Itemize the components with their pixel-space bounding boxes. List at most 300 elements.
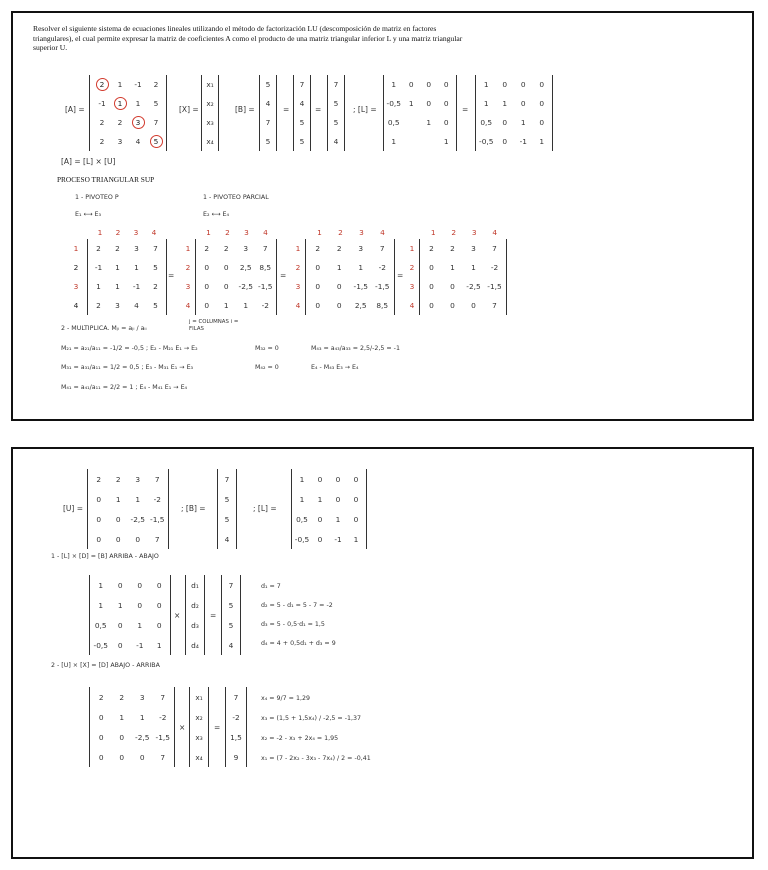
- section-heading-triangular: PROCESO TRIANGULAR SUP: [57, 175, 155, 184]
- matrix-cell: 3: [134, 244, 139, 253]
- vector-d-result: [225, 687, 247, 767]
- matrix-cell: 1: [115, 263, 120, 272]
- vector-cell: 4: [73, 301, 79, 310]
- matrix-cell: 2: [96, 244, 101, 253]
- label-vector-b: ; [B] =: [181, 504, 206, 513]
- matrix-cell: 0: [98, 752, 104, 762]
- matrix-cell: 2: [96, 78, 109, 91]
- matrix-cell: 5: [153, 301, 158, 310]
- multiplier-line-1: M₂₁ = a₂₁/a₁₁ = -1/2 = -0,5 ; E₂ - M₂₁ E₁ → E₂: [61, 345, 198, 352]
- matrix-cell: 0: [539, 118, 545, 127]
- matrix-cell: 1: [502, 99, 508, 108]
- vector-cell: 2: [185, 263, 191, 272]
- matrix-cell: 0: [426, 99, 432, 108]
- matrix-cell: 0: [117, 620, 123, 630]
- matrix-cell: 0: [335, 474, 341, 484]
- matrix-cell: 0: [353, 494, 359, 504]
- vector-cell: d₄: [191, 640, 199, 650]
- matrix-cell: 0: [315, 282, 321, 291]
- matrix-cell: 2,5: [239, 263, 252, 272]
- vector-cell: 7: [233, 692, 239, 702]
- matrix-cell: 3: [132, 116, 145, 129]
- matrix-cell: -0,5: [386, 99, 401, 108]
- equals-sign: =: [283, 105, 290, 114]
- multiplier-line-3: M₄₁ = a₄₁/a₁₁ = 2/2 = 1 ; E₄ - M₄₁ E₁ → E₄: [61, 384, 188, 391]
- matrix-cell: 0: [353, 514, 359, 524]
- label-vector-x: [X] =: [179, 105, 199, 114]
- matrix-cell: 1: [115, 494, 121, 504]
- matrix-cell: 0,5: [387, 118, 400, 127]
- matrix-cell: -2: [490, 263, 499, 272]
- matrix-cell: -1: [132, 282, 141, 291]
- multiplier-e4-op: E₄ - M₄₃ E₃ → E₄: [311, 364, 359, 371]
- vector-cell: 3: [133, 227, 139, 237]
- matrix-cell: 4: [135, 137, 141, 146]
- matrix-cell: 1: [135, 99, 141, 108]
- matrix-cell: 1: [114, 97, 127, 110]
- matrix-cell: 0: [317, 534, 323, 544]
- matrix-cell: 1: [134, 263, 139, 272]
- matrix-u: [89, 469, 167, 549]
- matrix-cell: 2: [99, 137, 105, 146]
- label-matrix-l: ; [L] =: [253, 504, 277, 513]
- vector-cell: 4: [295, 301, 301, 310]
- matrix-cell: -1: [334, 534, 342, 544]
- vector-cell: d₁: [191, 580, 199, 590]
- vector-cell: 1: [97, 227, 103, 237]
- matrix-cell: 0: [117, 580, 123, 590]
- matrix-cell: 0: [335, 494, 341, 504]
- matrix-cell: 1: [98, 600, 104, 610]
- matrix-cell: -2,5: [135, 732, 150, 742]
- d-solution-2: d₂ = 5 - d₁ = 5 - 7 = -2: [261, 602, 333, 609]
- step1-swap: E₁ ⟷ E₃: [75, 211, 102, 218]
- matrix-cell: 0: [96, 534, 102, 544]
- vector-cell: 2: [115, 227, 121, 237]
- matrix-cell: -0,5: [479, 137, 494, 146]
- equals-sign: =: [462, 105, 469, 114]
- matrix-cell: 2: [450, 244, 455, 253]
- vector-b: [217, 469, 237, 549]
- matrix-cell: 2: [99, 118, 105, 127]
- matrix-cell: 3: [115, 301, 120, 310]
- vector-cell: 5: [224, 514, 230, 524]
- row-header-1: [71, 239, 81, 315]
- matrix-cell: 1: [391, 80, 397, 89]
- vector-cell: d₃: [191, 620, 199, 630]
- vector-cell: 4: [228, 640, 234, 650]
- vector-b-forward: [221, 575, 241, 655]
- row-header-3: [293, 239, 303, 315]
- matrix-cell: 1: [408, 99, 414, 108]
- matrix-cell: 2: [96, 474, 102, 484]
- equals-sign: =: [214, 723, 221, 732]
- matrix-cell: -0,5: [294, 534, 310, 544]
- matrix-cell: 0: [204, 301, 210, 310]
- vector-cell: x₄: [206, 137, 214, 146]
- vector-cell: 5: [333, 99, 339, 108]
- matrix-cell: 0: [502, 118, 508, 127]
- matrix-cell: 0: [336, 301, 342, 310]
- d-solution-4: d₄ = 4 + 0,5d₁ + d₃ = 9: [261, 640, 336, 647]
- matrix-cell: 3: [358, 244, 364, 253]
- matrix-cell: 0: [119, 752, 125, 762]
- multipliers-note: j = COLUMNAS i = FILAS: [189, 319, 239, 332]
- row-header-2: [183, 239, 193, 315]
- vector-cell: 1,5: [230, 732, 242, 742]
- matrix-cell: 1: [117, 600, 123, 610]
- label-matrix-a: [A] =: [65, 105, 85, 114]
- matrix-cell: 5: [150, 135, 163, 148]
- vector-cell: 3: [471, 227, 477, 237]
- vector-cell: 7: [333, 80, 339, 89]
- matrix-cell: 1: [391, 137, 397, 146]
- matrix-cell: 3: [117, 137, 123, 146]
- matrix-cell: 1: [483, 80, 489, 89]
- matrix-cell: 1: [119, 712, 125, 722]
- vector-cell: d₂: [191, 600, 199, 610]
- x-solution-3: x₃ = (1,5 + 1,5x₄) / -2,5 = -1,37: [261, 715, 361, 722]
- matrix-cell: 0: [156, 620, 162, 630]
- x-solution-4: x₄ = 9/7 = 1,29: [261, 695, 310, 702]
- matrix-cell: 8,5: [376, 301, 389, 310]
- vector-cell: 5: [265, 137, 271, 146]
- matrix-cell: 7: [153, 244, 158, 253]
- vector-cell: 3: [185, 282, 191, 291]
- vector-b2: [293, 75, 311, 151]
- lu-identity: [A] = [L] × [U]: [61, 157, 116, 166]
- matrix-cell: 7: [160, 752, 166, 762]
- multiplier-line-2: M₃₁ = a₃₁/a₁₁ = 1/2 = 0,5 ; E₃ - M₃₁ E₁ → E₃: [61, 364, 194, 371]
- vector-cell: 5: [224, 494, 230, 504]
- matrix-cell: -2: [153, 494, 161, 504]
- matrix-cell: 5: [153, 99, 159, 108]
- vector-cell: 2: [338, 227, 343, 237]
- matrix-cell: 0: [336, 282, 342, 291]
- matrix-cell: 1: [299, 474, 305, 484]
- matrix-cell: 8,5: [259, 263, 272, 272]
- matrix-cell: 0: [96, 494, 102, 504]
- matrix-cell: 1: [336, 263, 342, 272]
- matrix-l-forward: [91, 575, 169, 655]
- matrix-cell: 0: [539, 80, 545, 89]
- vector-x-backward: [189, 687, 209, 767]
- vector-cell: 5: [333, 118, 339, 127]
- matrix-cell: 1: [135, 494, 141, 504]
- vector-cell: 1: [409, 244, 415, 253]
- matrix-cell: 1: [443, 137, 449, 146]
- matrix-cell: 0: [98, 712, 104, 722]
- vector-cell: 4: [151, 227, 157, 237]
- matrix-cell: 2: [153, 282, 158, 291]
- step2-backward-title: 2 - [U] × [X] = [D] ABAJO - ARRIBA: [51, 662, 160, 669]
- vector-cell: 5: [228, 620, 234, 630]
- equals-sign: =: [397, 271, 404, 280]
- matrix-cell: 1: [139, 712, 145, 722]
- equals-sign: =: [315, 105, 322, 114]
- matrix-cell: 7: [154, 474, 160, 484]
- matrix-cell: 7: [492, 301, 497, 310]
- vector-cell: 2: [409, 263, 415, 272]
- matrix-cell: 2: [115, 474, 121, 484]
- step2-title: 1 - PIVOTEO PARCIAL: [203, 194, 269, 201]
- matrix-cell: 1: [539, 137, 545, 146]
- step1-forward-title: 1 - [L] × [D] = [B] ARRIBA - ABAJO: [51, 553, 159, 560]
- multiplier-m43: M₄₃ = a₄₃/a₃₃ = 2,5/-2,5 = -1: [311, 345, 400, 352]
- matrix-cell: 0: [443, 99, 449, 108]
- matrix-cell: 0: [119, 732, 125, 742]
- matrix-cell: -1,5: [487, 282, 502, 291]
- vector-cell: 1: [73, 244, 79, 253]
- vector-cell: 3: [244, 227, 249, 237]
- vector-cell: 4: [299, 99, 305, 108]
- matrix-cell: 3: [135, 474, 141, 484]
- matrix-cell: 0: [156, 580, 162, 590]
- matrix-cell: 0: [443, 118, 449, 127]
- vector-x: [201, 75, 219, 151]
- matrix-cell: 0: [353, 474, 359, 484]
- matrix-cell: -2: [378, 263, 386, 272]
- matrix-cell: 7: [160, 692, 166, 702]
- matrix-cell: 0: [139, 752, 145, 762]
- matrix-cell: 7: [154, 534, 160, 544]
- matrix-cell: 0: [502, 137, 508, 146]
- matrix-cell: 0: [98, 732, 104, 742]
- matrix-cell: -1: [98, 99, 106, 108]
- row-header-4: [407, 239, 417, 315]
- multiplier-m42: M₄₂ = 0: [255, 364, 279, 371]
- matrix-cell: 0: [429, 301, 434, 310]
- matrix-cell: 0: [471, 301, 476, 310]
- matrix-cell: 2: [336, 244, 342, 253]
- matrix-cell: 0: [450, 282, 455, 291]
- matrix-cell: 1: [137, 620, 143, 630]
- step1-title: 1 - PIVOTEO P: [75, 194, 119, 201]
- vector-cell: 2: [225, 227, 230, 237]
- vector-cell: 5: [228, 600, 234, 610]
- matrix-cell: 0: [450, 301, 455, 310]
- problem-statement: Resolver el siguiente sistema de ecuaciones lineales utilizando el método de factorización LU (descomposición de matriz en factores triangulares), el cual permite expresar la matriz de coeficientes A como el producto de una matriz triangular inferior L y una matriz triangular superior U.: [33, 24, 463, 53]
- matrix-cell: 0: [117, 640, 123, 650]
- matrix-cell: 0: [135, 534, 141, 544]
- matrix-cell: 1: [223, 301, 229, 310]
- matrix-cell: 1: [483, 99, 489, 108]
- matrix-cell: 5: [153, 263, 158, 272]
- label-vector-b: [B] =: [235, 105, 255, 114]
- step2-swap: E₂ ⟷ E₄: [203, 211, 230, 218]
- matrix-cell: -0,5: [93, 640, 108, 650]
- vector-cell: x₁: [195, 692, 203, 702]
- matrix-cell: 1: [299, 494, 305, 504]
- equals-sign: =: [280, 271, 287, 280]
- document-page-1: [11, 11, 754, 421]
- vector-cell: 9: [233, 752, 239, 762]
- matrix-cell: -1,5: [150, 514, 165, 524]
- vector-cell: 4: [224, 534, 230, 544]
- matrix-cell: 0: [115, 514, 121, 524]
- matrix-cell: 0: [223, 282, 229, 291]
- matrix-u-backward: [91, 687, 173, 767]
- matrix-cell: 0: [520, 99, 526, 108]
- matrix-cell: 1: [98, 580, 104, 590]
- vector-cell: 1: [206, 227, 211, 237]
- matrix-cell: 3: [471, 244, 476, 253]
- vector-cell: 2: [451, 227, 457, 237]
- matrix-m3: [307, 239, 393, 315]
- vector-cell: 3: [409, 282, 415, 291]
- d-solution-1: d₁ = 7: [261, 583, 281, 590]
- matrix-cell: 7: [153, 118, 159, 127]
- matrix-cell: 0: [443, 80, 449, 89]
- times-sign: ×: [174, 611, 181, 620]
- matrix-cell: 2: [119, 692, 125, 702]
- matrix-cell: 0,5: [296, 514, 308, 524]
- matrix-cell: 2: [98, 692, 104, 702]
- vector-cell: 7: [299, 80, 305, 89]
- column-header-2: [199, 227, 275, 237]
- matrix-cell: -1: [519, 137, 527, 146]
- vector-cell: 1: [295, 244, 301, 253]
- matrix-cell: 7: [492, 244, 497, 253]
- vector-cell: 3: [73, 282, 79, 291]
- vector-cell: 1: [185, 244, 191, 253]
- matrix-cell: 0: [317, 514, 323, 524]
- vector-cell: 4: [409, 301, 415, 310]
- vector-cell: 3: [359, 227, 364, 237]
- column-header-1: [91, 227, 163, 237]
- matrix-cell: 2,5: [354, 301, 367, 310]
- matrix-cell: -1,5: [155, 732, 170, 742]
- vector-cell: 1: [430, 227, 436, 237]
- matrix-m1: [89, 239, 165, 315]
- multipliers-title: 2 - MULTIPLICA. Mⱼᵢ = aⱼᵢ / aᵢᵢ: [61, 325, 147, 332]
- matrix-cell: 3: [243, 244, 249, 253]
- matrix-cell: 0: [408, 80, 414, 89]
- matrix-cell: 1: [450, 263, 455, 272]
- matrix-cell: 1: [96, 282, 101, 291]
- vector-cell: 2: [295, 263, 301, 272]
- vector-cell: x₃: [195, 732, 203, 742]
- matrix-cell: 0: [315, 263, 321, 272]
- matrix-l: [385, 75, 455, 151]
- x-solution-1: x₁ = (7 - 2x₂ - 3x₃ - 7x₄) / 2 = -0,41: [261, 755, 371, 762]
- matrix-cell: 4: [134, 301, 139, 310]
- matrix-cell: 1: [471, 263, 476, 272]
- vector-cell: x₄: [195, 752, 203, 762]
- vector-cell: x₂: [195, 712, 203, 722]
- matrix-cell: 0: [115, 534, 121, 544]
- matrix-cell: 0: [502, 80, 508, 89]
- matrix-cell: 2: [96, 301, 101, 310]
- matrix-m4: [421, 239, 505, 315]
- matrix-cell: -2: [159, 712, 167, 722]
- matrix-cell: 7: [262, 244, 268, 253]
- vector-cell: 5: [299, 118, 305, 127]
- vector-cell: 2: [73, 263, 79, 272]
- matrix-cell: -2,5: [130, 514, 145, 524]
- matrix-cell: 1: [335, 514, 341, 524]
- matrix-cell: 0: [156, 600, 162, 610]
- matrix-cell: 1: [115, 282, 120, 291]
- vector-cell: x₂: [206, 99, 214, 108]
- matrix-cell: 1: [117, 80, 123, 89]
- column-header-3: [309, 227, 393, 237]
- vector-b: [259, 75, 277, 151]
- multiplier-m32: M₃₂ = 0: [255, 345, 279, 352]
- matrix-cell: 0: [539, 99, 545, 108]
- matrix-cell: 0: [317, 474, 323, 484]
- matrix-cell: -1,5: [375, 282, 390, 291]
- matrix-cell: 0: [96, 514, 102, 524]
- matrix-cell: 2: [223, 244, 229, 253]
- matrix-cell: -2,5: [238, 282, 253, 291]
- matrix-cell: 0: [429, 263, 434, 272]
- matrix-cell: 3: [139, 692, 145, 702]
- matrix-cell: 1: [358, 263, 364, 272]
- times-sign: ×: [179, 723, 186, 732]
- matrix-cell: -2: [261, 301, 269, 310]
- matrix-l2: [477, 75, 551, 151]
- matrix-cell: -1,5: [353, 282, 368, 291]
- vector-cell: 5: [265, 80, 271, 89]
- matrix-cell: 1: [520, 118, 526, 127]
- matrix-cell: -1,5: [258, 282, 273, 291]
- matrix-cell: 0: [315, 301, 321, 310]
- x-solution-2: x₂ = -2 - x₃ + 2x₄ = 1,95: [261, 735, 339, 742]
- vector-cell: 4: [265, 99, 271, 108]
- matrix-cell: 2: [153, 80, 159, 89]
- matrix-cell: 0: [204, 282, 210, 291]
- equals-sign: =: [210, 611, 217, 620]
- matrix-a: [93, 75, 165, 151]
- matrix-cell: 0: [137, 580, 143, 590]
- matrix-m2: [197, 239, 275, 315]
- matrix-cell: 0: [204, 263, 210, 272]
- vector-cell: 4: [380, 227, 385, 237]
- vector-cell: x₃: [206, 118, 214, 127]
- matrix-cell: 2: [204, 244, 210, 253]
- document-page-2: [11, 447, 754, 859]
- matrix-cell: 0: [426, 80, 432, 89]
- matrix-cell: 1: [156, 640, 162, 650]
- matrix-cell: 2: [115, 244, 120, 253]
- vector-cell: 3: [295, 282, 301, 291]
- matrix-cell: 0: [137, 600, 143, 610]
- column-header-4: [423, 227, 505, 237]
- matrix-cell: -1: [94, 263, 103, 272]
- vector-b3: [327, 75, 345, 151]
- matrix-cell: 0: [520, 80, 526, 89]
- vector-cell: 7: [224, 474, 230, 484]
- vector-cell: 4: [263, 227, 268, 237]
- vector-cell: 7: [265, 118, 271, 127]
- matrix-cell: 1: [353, 534, 359, 544]
- d-solution-3: d₃ = 5 - 0,5·d₁ = 1,5: [261, 621, 325, 628]
- matrix-cell: -2,5: [466, 282, 481, 291]
- vector-cell: 4: [492, 227, 498, 237]
- vector-cell: 4: [185, 301, 191, 310]
- label-matrix-l: ; [L] =: [353, 105, 377, 114]
- matrix-cell: 1: [317, 494, 323, 504]
- vector-cell: 4: [333, 137, 339, 146]
- vector-cell: 7: [228, 580, 234, 590]
- matrix-cell: 0: [223, 263, 229, 272]
- vector-cell: 5: [299, 137, 305, 146]
- matrix-cell: -1: [134, 80, 142, 89]
- vector-cell: -2: [232, 712, 240, 722]
- matrix-cell: 2: [117, 118, 123, 127]
- matrix-l: [293, 469, 365, 549]
